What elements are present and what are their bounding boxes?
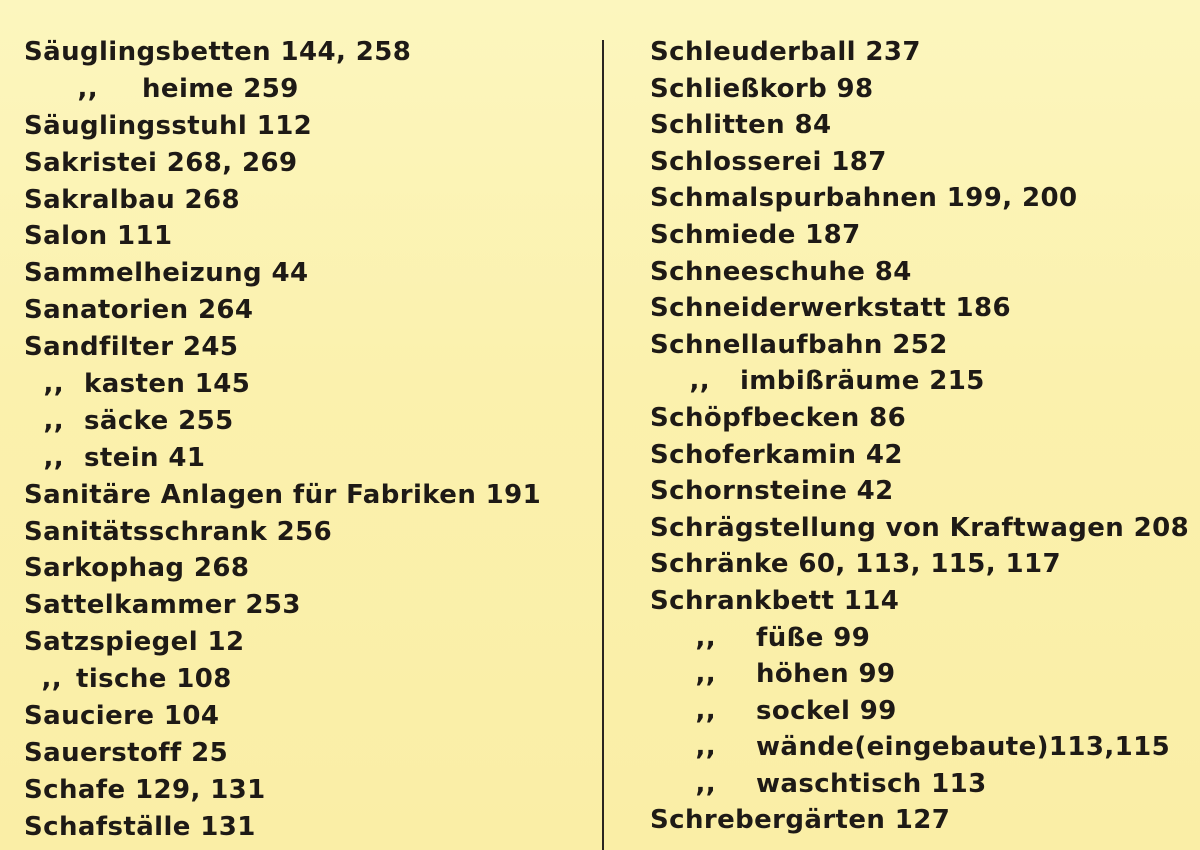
index-entry bbox=[650, 293, 1198, 330]
index-entry bbox=[24, 738, 594, 775]
entry-text: kasten 145 bbox=[84, 369, 251, 400]
index-column-right bbox=[650, 37, 1198, 842]
index-entry bbox=[650, 74, 1198, 111]
entry-text: Schoferkamin 42 bbox=[650, 439, 903, 470]
entry-text: füße 99 bbox=[756, 622, 871, 653]
entry-text: Säuglingsbetten 144, 258 bbox=[24, 37, 412, 67]
entry-text: Sakristei 268, 269 bbox=[24, 147, 298, 178]
index-entry bbox=[650, 220, 1198, 257]
index-entry bbox=[650, 37, 1198, 74]
entry-text: Schafe 129, 131 bbox=[24, 774, 266, 805]
entry-text: Schnellaufbahn 252 bbox=[650, 329, 948, 360]
ditto-mark: ,, bbox=[695, 695, 716, 726]
index-entry bbox=[650, 403, 1198, 440]
entry-text: Schließkorb 98 bbox=[650, 73, 874, 104]
ditto-mark: ,, bbox=[695, 622, 716, 653]
index-entry bbox=[24, 775, 594, 812]
index-entry bbox=[650, 183, 1198, 220]
index-entry bbox=[24, 553, 594, 590]
entry-text: Sauciere 104 bbox=[24, 701, 220, 732]
index-entry bbox=[24, 627, 594, 664]
entry-text: Schneeschuhe 84 bbox=[650, 256, 912, 287]
column-divider bbox=[602, 40, 604, 850]
entry-text: wände(eingebaute)113,115 bbox=[756, 732, 1171, 763]
entry-text: Sandfilter 245 bbox=[24, 332, 239, 363]
entry-text: Sanitäre Anlagen für Fabriken 191 bbox=[24, 479, 542, 510]
index-entry bbox=[650, 549, 1198, 586]
index-entry bbox=[24, 480, 594, 517]
index-entry bbox=[650, 330, 1198, 367]
index-subentry bbox=[24, 443, 594, 480]
index-entry bbox=[24, 221, 594, 258]
index-subentry bbox=[650, 659, 1198, 696]
index-entry bbox=[650, 147, 1198, 184]
entry-text: Sattelkammer 253 bbox=[24, 590, 301, 621]
entry-text: Sakralbau 268 bbox=[24, 184, 241, 215]
entry-text: Sauerstoff 25 bbox=[24, 737, 229, 768]
entry-text: Säuglingsstuhl 112 bbox=[24, 110, 313, 141]
entry-text: Satzspiegel 12 bbox=[24, 627, 245, 658]
index-entry bbox=[650, 513, 1198, 550]
index-column-left bbox=[24, 37, 594, 849]
index-subentry bbox=[24, 406, 594, 443]
index-subentry bbox=[24, 74, 594, 111]
entry-text: Schlosserei 187 bbox=[650, 146, 887, 177]
entry-text: Schafställe 131 bbox=[24, 811, 256, 842]
ditto-mark: ,, bbox=[41, 664, 62, 695]
index-entry bbox=[650, 805, 1198, 842]
entry-text: säcke 255 bbox=[84, 405, 234, 436]
index-entry bbox=[24, 148, 594, 185]
index-subentry bbox=[650, 732, 1198, 769]
index-entry bbox=[650, 110, 1198, 147]
index-entry bbox=[650, 586, 1198, 623]
index-subentry bbox=[650, 696, 1198, 733]
entry-text: stein 41 bbox=[84, 442, 206, 473]
index-subentry bbox=[24, 664, 594, 701]
index-entry bbox=[24, 185, 594, 222]
entry-text: Schrankbett 114 bbox=[650, 585, 900, 616]
index-entry bbox=[24, 812, 594, 849]
entry-text: höhen 99 bbox=[756, 659, 896, 690]
entry-text: Schlitten 84 bbox=[650, 110, 832, 141]
ditto-mark: ,, bbox=[695, 732, 716, 763]
entry-text: heime 259 bbox=[142, 73, 299, 104]
entry-text: Schrägstellung von Kraftwagen 208 bbox=[650, 512, 1190, 543]
entry-text: imbißräume 215 bbox=[740, 366, 985, 397]
entry-text: Schöpfbecken 86 bbox=[650, 402, 907, 433]
entry-text: sockel 99 bbox=[756, 695, 897, 726]
entry-text: Sammelheizung 44 bbox=[24, 258, 309, 289]
entry-text: Sanatorien 264 bbox=[24, 295, 254, 326]
index-subentry bbox=[650, 366, 1198, 403]
index-entry bbox=[650, 257, 1198, 294]
index-entry bbox=[24, 111, 594, 148]
index-entry bbox=[24, 295, 594, 332]
ditto-mark: ,, bbox=[77, 73, 98, 104]
index-subentry bbox=[650, 623, 1198, 660]
index-entry bbox=[24, 37, 594, 74]
index-subentry bbox=[24, 369, 594, 406]
ditto-mark: ,, bbox=[43, 369, 64, 400]
entry-text: Schmiede 187 bbox=[650, 219, 861, 250]
index-entry bbox=[24, 332, 594, 369]
index-entry bbox=[24, 701, 594, 738]
entry-text: Sarkophag 268 bbox=[24, 553, 250, 584]
ditto-mark: ,, bbox=[695, 768, 716, 799]
ditto-mark: ,, bbox=[43, 405, 64, 436]
index-entry bbox=[24, 258, 594, 295]
entry-text: tische 108 bbox=[76, 664, 232, 695]
ditto-mark: ,, bbox=[43, 442, 64, 473]
entry-text: Schränke 60, 113, 115, 117 bbox=[650, 549, 1061, 580]
ditto-mark: ,, bbox=[689, 366, 710, 397]
index-entry bbox=[24, 517, 594, 554]
entry-text: Sanitätsschrank 256 bbox=[24, 516, 333, 547]
ditto-mark: ,, bbox=[695, 659, 716, 690]
entry-text: Schrebergärten 127 bbox=[650, 805, 951, 836]
entry-text: Schornsteine 42 bbox=[650, 476, 894, 507]
index-entry bbox=[650, 440, 1198, 477]
entry-text: Salon 111 bbox=[24, 221, 173, 252]
entry-text: Schmalspurbahnen 199, 200 bbox=[650, 183, 1078, 214]
index-entry bbox=[24, 590, 594, 627]
entry-text: waschtisch 113 bbox=[756, 768, 987, 799]
entry-text: Schneiderwerkstatt 186 bbox=[650, 293, 1011, 324]
index-entry bbox=[650, 476, 1198, 513]
index-subentry bbox=[650, 769, 1198, 806]
entry-text: Schleuderball 237 bbox=[650, 37, 921, 67]
